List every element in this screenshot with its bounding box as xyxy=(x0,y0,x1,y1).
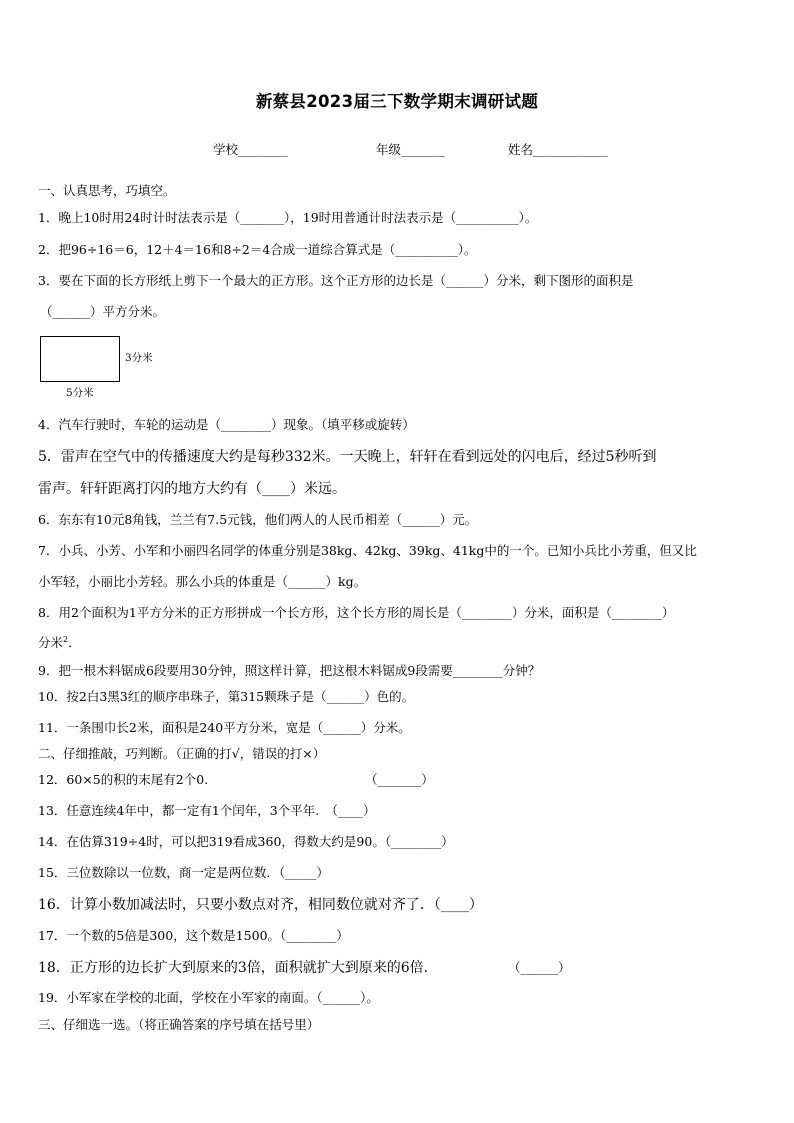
question-7-line-2: 小军轻，小丽比小芳轻。那么小兵的体重是（______）kg。 xyxy=(38,574,367,589)
question-5-line-1: 5．雷声在空气中的传播速度大约是每秒332米。一天晚上，轩轩在看到远处的闪电后，经过5秒听到 xyxy=(38,449,657,465)
question-8-unit: 分米 xyxy=(38,635,64,650)
rectangle-width-label: 5分米 xyxy=(66,387,94,399)
rectangle-height-label: 3分米 xyxy=(125,352,153,364)
question-14: 14．在估算319÷4时，可以把319看成360，得数大约是90。（________） xyxy=(38,834,454,849)
question-13: 13．任意连续4年中，都一定有1个闰年，3个平年. （____） xyxy=(38,803,376,818)
question-12-blank: （_______） xyxy=(365,772,434,787)
question-6: 6．东东有10元8角钱，兰兰有7.5元钱，他们两人的人民币相差（______）元。 xyxy=(38,512,478,527)
question-8-superscript: 2 xyxy=(63,634,69,644)
question-8-end: ． xyxy=(68,635,81,650)
name-field: 姓名____________ xyxy=(508,142,609,157)
grade-field: 年级_______ xyxy=(376,142,445,157)
question-2: 2．把96÷16＝6，12＋4＝16和8÷2＝4合成一道综合算式是（__________）。 xyxy=(38,242,477,257)
question-11: 11．一条围巾长2米，面积是240平方分米，宽是（______）分米。 xyxy=(38,720,411,735)
question-16: 16．计算小数加减法时，只要小数点对齐，相同数位就对齐了．（____） xyxy=(38,897,483,913)
section-heading-1: 一、认真思考，巧填空。 xyxy=(38,183,176,198)
question-7-line-1: 7．小兵、小芳、小军和小丽四名同学的体重分别是38kg、42kg、39kg、41kg中的一个。已知小兵比小芳重，但又比 xyxy=(38,543,697,558)
question-3-line-2: （______）平方分米。 xyxy=(40,304,166,319)
question-17: 17．一个数的5倍是300，这个数是1500。（________） xyxy=(38,928,349,943)
question-18: 18．正方形的边长扩大到原来的3倍，面积就扩大到原来的6倍． xyxy=(38,960,438,976)
question-4: 4．汽车行驶时，车轮的运动是（________）现象。（填平移或旋转） xyxy=(38,417,415,432)
section-heading-3: 三、仔细选一选。（将正确答案的序号填在括号里） xyxy=(38,1017,320,1032)
section-heading-2: 二、仔细推敲，巧判断。（正确的打√，错误的打×） xyxy=(38,746,326,761)
rectangle-figure xyxy=(40,336,120,382)
question-8-line-2 xyxy=(38,633,81,651)
question-1: 1．晚上10时用24时计时法表示是（_______），19时用普通计时法表示是（__________）。 xyxy=(38,210,538,225)
question-15: 15．三位数除以一位数，商一定是两位数．（_____） xyxy=(38,865,329,880)
page-title: 新蔡县2023届三下数学期末调研试题 xyxy=(255,92,539,111)
school-field: 学校________ xyxy=(213,142,289,157)
question-18-blank: （______） xyxy=(508,960,571,975)
question-12: 12．60×5的积的末尾有2个0. xyxy=(38,772,209,787)
question-9: 9．把一根木料锯成6段要用30分钟，照这样计算，把这根木料锯成9段需要________分钟？ xyxy=(38,663,541,678)
question-8-line-1: 8．用2个面积为1平方分米的正方形拼成一个长方形，这个长方形的周长是（________）分米，面积是（________） xyxy=(38,605,675,620)
question-10: 10．按2白3黑3红的顺序串珠子，第315颗珠子是（______）色的。 xyxy=(38,689,415,704)
question-3-line-1: 3．要在下面的长方形纸上剪下一个最大的正方形。这个正方形的边长是（______）分米，剩下图形的面积是 xyxy=(38,273,634,288)
question-19: 19．小军家在学校的北面，学校在小军家的南面。（______）。 xyxy=(38,990,379,1005)
question-5-line-2: 雷声。轩轩距离打闪的地方大约有（____）米远。 xyxy=(38,481,346,497)
